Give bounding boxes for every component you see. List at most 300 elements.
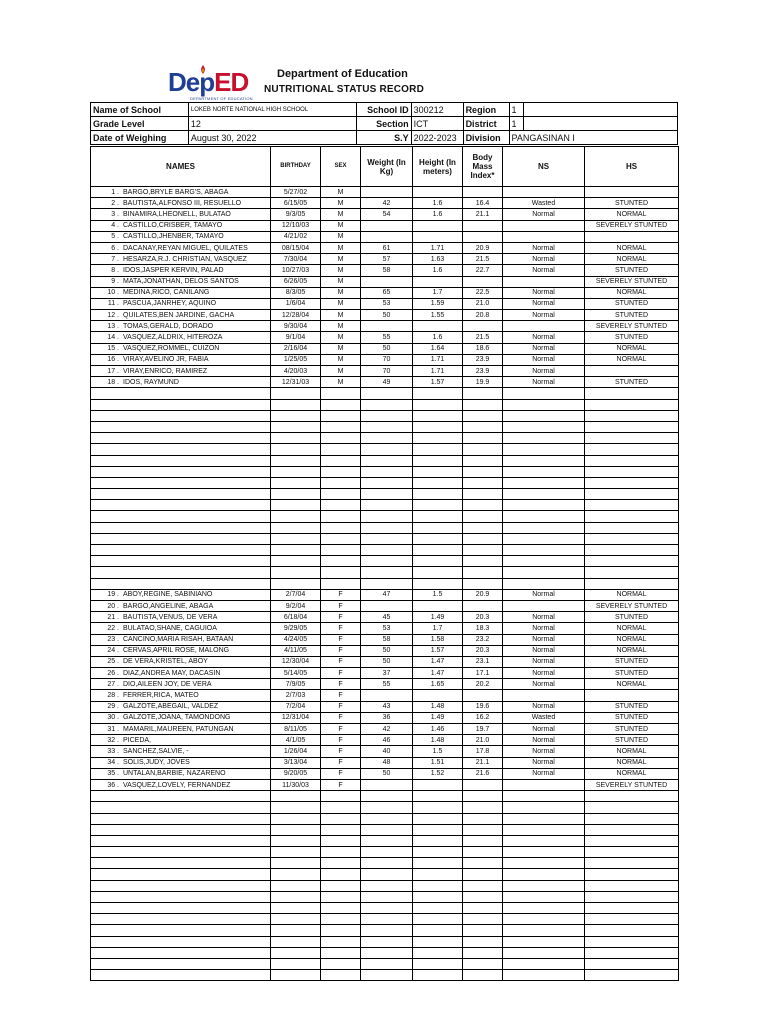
cell-w[interactable] [361, 511, 413, 522]
student-name-cell[interactable] [91, 690, 271, 701]
cell-w[interactable] [361, 690, 413, 701]
cell-hs[interactable] [585, 578, 679, 589]
cell-w[interactable]: 40 [361, 746, 413, 757]
cell-sex[interactable]: F [321, 656, 361, 667]
cell-sex[interactable]: F [321, 735, 361, 746]
cell-w[interactable] [361, 824, 413, 835]
cell-h[interactable] [413, 835, 463, 846]
cell-bmi[interactable] [463, 399, 503, 410]
cell-bday[interactable]: 7/2/04 [271, 701, 321, 712]
cell-bmi[interactable] [463, 433, 503, 444]
cell-hs[interactable] [585, 858, 679, 869]
cell-ns[interactable] [503, 421, 585, 432]
cell-ns[interactable]: Wasted [503, 712, 585, 723]
cell-ns[interactable] [503, 578, 585, 589]
cell-hs[interactable]: NORMAL [585, 757, 679, 768]
cell-bmi[interactable] [463, 925, 503, 936]
cell-ns[interactable]: Normal [503, 612, 585, 623]
cell-ns[interactable] [503, 321, 585, 332]
student-name-cell[interactable] [91, 556, 271, 567]
cell-ns[interactable] [503, 433, 585, 444]
cell-hs[interactable]: SEVERELY STUNTED [585, 321, 679, 332]
cell-w[interactable] [361, 545, 413, 556]
cell-hs[interactable] [585, 545, 679, 556]
cell-sex[interactable]: F [321, 668, 361, 679]
cell-sex[interactable]: F [321, 645, 361, 656]
student-name-cell[interactable] [91, 366, 271, 377]
student-name-cell[interactable] [91, 735, 271, 746]
cell-w[interactable] [361, 578, 413, 589]
cell-bmi[interactable] [463, 869, 503, 880]
cell-ns[interactable] [503, 824, 585, 835]
cell-sex[interactable]: M [321, 321, 361, 332]
cell-sex[interactable]: M [321, 366, 361, 377]
cell-w[interactable] [361, 477, 413, 488]
student-name-cell[interactable] [91, 545, 271, 556]
cell-sex[interactable]: F [321, 690, 361, 701]
student-name-cell[interactable] [91, 444, 271, 455]
cell-h[interactable] [413, 477, 463, 488]
cell-ns[interactable]: Normal [503, 242, 585, 253]
cell-bmi[interactable]: 20.8 [463, 310, 503, 321]
cell-sex[interactable]: M [321, 231, 361, 242]
student-name-cell[interactable] [91, 500, 271, 511]
cell-bmi[interactable] [463, 835, 503, 846]
student-name-cell[interactable] [91, 477, 271, 488]
cell-h[interactable] [413, 466, 463, 477]
cell-h[interactable]: 1.57 [413, 645, 463, 656]
cell-bmi[interactable]: 22.5 [463, 287, 503, 298]
student-name-cell[interactable] [91, 231, 271, 242]
cell-w[interactable] [361, 835, 413, 846]
cell-bday[interactable]: 6/26/05 [271, 276, 321, 287]
cell-bmi[interactable] [463, 947, 503, 958]
cell-h[interactable] [413, 231, 463, 242]
cell-h[interactable]: 1.71 [413, 242, 463, 253]
cell-hs[interactable]: STUNTED [585, 198, 679, 209]
cell-ns[interactable]: Normal [503, 679, 585, 690]
cell-h[interactable] [413, 891, 463, 902]
cell-bday[interactable] [271, 578, 321, 589]
cell-h[interactable] [413, 578, 463, 589]
cell-h[interactable]: 1.48 [413, 735, 463, 746]
cell-bday[interactable]: 2/7/03 [271, 690, 321, 701]
cell-ns[interactable]: Normal [503, 287, 585, 298]
student-name-cell[interactable] [91, 198, 271, 209]
cell-w[interactable] [361, 925, 413, 936]
cell-w[interactable] [361, 567, 413, 578]
cell-bmi[interactable]: 20.9 [463, 242, 503, 253]
cell-ns[interactable]: Normal [503, 757, 585, 768]
cell-bday[interactable] [271, 522, 321, 533]
cell-bday[interactable]: 9/2/04 [271, 600, 321, 611]
cell-hs[interactable]: STUNTED [585, 310, 679, 321]
cell-bday[interactable]: 12/30/04 [271, 656, 321, 667]
cell-h[interactable] [413, 813, 463, 824]
cell-bday[interactable] [271, 410, 321, 421]
student-name-cell[interactable] [91, 712, 271, 723]
cell-hs[interactable] [585, 421, 679, 432]
cell-bday[interactable]: 9/20/05 [271, 768, 321, 779]
cell-ns[interactable] [503, 444, 585, 455]
cell-bmi[interactable] [463, 511, 503, 522]
cell-h[interactable] [413, 433, 463, 444]
cell-sex[interactable] [321, 578, 361, 589]
cell-ns[interactable]: Normal [503, 332, 585, 343]
cell-hs[interactable] [585, 880, 679, 891]
cell-ns[interactable] [503, 936, 585, 947]
cell-hs[interactable] [585, 477, 679, 488]
student-name-cell[interactable] [91, 701, 271, 712]
cell-w[interactable] [361, 858, 413, 869]
cell-ns[interactable]: Normal [503, 377, 585, 388]
cell-ns[interactable] [503, 947, 585, 958]
student-name-cell[interactable] [91, 869, 271, 880]
cell-bday[interactable] [271, 869, 321, 880]
cell-sex[interactable]: F [321, 757, 361, 768]
cell-w[interactable] [361, 466, 413, 477]
cell-ns[interactable] [503, 533, 585, 544]
cell-w[interactable] [361, 947, 413, 958]
cell-h[interactable] [413, 421, 463, 432]
cell-bmi[interactable] [463, 410, 503, 421]
cell-h[interactable] [413, 824, 463, 835]
cell-hs[interactable] [585, 399, 679, 410]
cell-ns[interactable]: Normal [503, 724, 585, 735]
student-name-cell[interactable] [91, 209, 271, 220]
cell-bday[interactable] [271, 791, 321, 802]
cell-h[interactable]: 1.59 [413, 298, 463, 309]
cell-hs[interactable]: STUNTED [585, 332, 679, 343]
cell-hs[interactable] [585, 455, 679, 466]
cell-h[interactable] [413, 802, 463, 813]
cell-bmi[interactable] [463, 545, 503, 556]
student-name-cell[interactable] [91, 511, 271, 522]
cell-hs[interactable]: NORMAL [585, 645, 679, 656]
cell-w[interactable]: 70 [361, 354, 413, 365]
cell-bmi[interactable] [463, 388, 503, 399]
cell-ns[interactable] [503, 556, 585, 567]
cell-w[interactable]: 46 [361, 735, 413, 746]
cell-ns[interactable] [503, 690, 585, 701]
student-name-cell[interactable] [91, 847, 271, 858]
student-name-cell[interactable] [91, 914, 271, 925]
cell-w[interactable] [361, 388, 413, 399]
student-name-cell[interactable] [91, 880, 271, 891]
cell-w[interactable] [361, 276, 413, 287]
cell-hs[interactable]: SEVERELY STUNTED [585, 276, 679, 287]
student-name-cell[interactable] [91, 824, 271, 835]
cell-w[interactable]: 48 [361, 757, 413, 768]
cell-bday[interactable] [271, 802, 321, 813]
cell-ns[interactable] [503, 231, 585, 242]
cell-w[interactable] [361, 791, 413, 802]
student-name-cell[interactable] [91, 791, 271, 802]
cell-bmi[interactable] [463, 914, 503, 925]
cell-sex[interactable] [321, 891, 361, 902]
cell-sex[interactable] [321, 533, 361, 544]
cell-w[interactable]: 42 [361, 724, 413, 735]
cell-bmi[interactable] [463, 276, 503, 287]
cell-bday[interactable] [271, 847, 321, 858]
cell-w[interactable]: 47 [361, 589, 413, 600]
cell-bmi[interactable] [463, 567, 503, 578]
student-name-cell[interactable] [91, 656, 271, 667]
cell-bmi[interactable]: 21.0 [463, 735, 503, 746]
cell-w[interactable] [361, 410, 413, 421]
cell-sex[interactable]: F [321, 746, 361, 757]
cell-h[interactable] [413, 556, 463, 567]
cell-ns[interactable] [503, 410, 585, 421]
cell-h[interactable]: 1.6 [413, 209, 463, 220]
cell-bmi[interactable] [463, 903, 503, 914]
cell-hs[interactable] [585, 802, 679, 813]
cell-h[interactable] [413, 545, 463, 556]
cell-bday[interactable]: 4/20/03 [271, 366, 321, 377]
cell-w[interactable]: 43 [361, 701, 413, 712]
cell-hs[interactable]: NORMAL [585, 589, 679, 600]
cell-hs[interactable] [585, 835, 679, 846]
cell-h[interactable] [413, 455, 463, 466]
cell-bday[interactable]: 4/1/05 [271, 735, 321, 746]
cell-bmi[interactable]: 21.1 [463, 757, 503, 768]
cell-h[interactable] [413, 936, 463, 947]
student-name-cell[interactable] [91, 421, 271, 432]
cell-sex[interactable] [321, 399, 361, 410]
cell-w[interactable]: 58 [361, 634, 413, 645]
cell-h[interactable]: 1.63 [413, 254, 463, 265]
cell-bday[interactable] [271, 824, 321, 835]
cell-w[interactable] [361, 321, 413, 332]
cell-sex[interactable]: F [321, 623, 361, 634]
cell-bmi[interactable]: 20.3 [463, 645, 503, 656]
cell-ns[interactable] [503, 925, 585, 936]
cell-bmi[interactable] [463, 824, 503, 835]
student-name-cell[interactable] [91, 354, 271, 365]
cell-h[interactable]: 1.51 [413, 757, 463, 768]
cell-hs[interactable] [585, 891, 679, 902]
cell-bmi[interactable]: 22.7 [463, 265, 503, 276]
cell-hs[interactable]: NORMAL [585, 768, 679, 779]
cell-w[interactable] [361, 903, 413, 914]
cell-h[interactable]: 1.71 [413, 354, 463, 365]
student-name-cell[interactable] [91, 634, 271, 645]
cell-ns[interactable] [503, 791, 585, 802]
cell-sex[interactable] [321, 489, 361, 500]
student-name-cell[interactable] [91, 489, 271, 500]
cell-bday[interactable] [271, 958, 321, 969]
cell-w[interactable]: 50 [361, 645, 413, 656]
cell-bmi[interactable] [463, 421, 503, 432]
cell-w[interactable]: 61 [361, 242, 413, 253]
cell-sex[interactable]: F [321, 600, 361, 611]
cell-h[interactable] [413, 388, 463, 399]
cell-w[interactable] [361, 779, 413, 790]
cell-sex[interactable] [321, 477, 361, 488]
cell-bmi[interactable] [463, 556, 503, 567]
cell-bmi[interactable] [463, 936, 503, 947]
cell-sex[interactable] [321, 813, 361, 824]
cell-bday[interactable] [271, 444, 321, 455]
cell-h[interactable]: 1.5 [413, 746, 463, 757]
cell-bmi[interactable]: 16.2 [463, 712, 503, 723]
cell-sex[interactable] [321, 847, 361, 858]
cell-w[interactable] [361, 500, 413, 511]
student-name-cell[interactable] [91, 220, 271, 231]
section-value[interactable]: ICT [411, 117, 463, 131]
cell-ns[interactable]: Normal [503, 310, 585, 321]
cell-w[interactable]: 50 [361, 310, 413, 321]
cell-bmi[interactable] [463, 958, 503, 969]
cell-hs[interactable] [585, 813, 679, 824]
cell-sex[interactable]: M [321, 354, 361, 365]
cell-hs[interactable]: STUNTED [585, 701, 679, 712]
cell-h[interactable] [413, 791, 463, 802]
cell-ns[interactable]: Normal [503, 254, 585, 265]
cell-bday[interactable] [271, 399, 321, 410]
cell-h[interactable] [413, 958, 463, 969]
student-name-cell[interactable] [91, 321, 271, 332]
cell-sex[interactable]: M [321, 265, 361, 276]
cell-h[interactable]: 1.57 [413, 377, 463, 388]
cell-h[interactable] [413, 600, 463, 611]
student-name-cell[interactable] [91, 310, 271, 321]
cell-ns[interactable]: Normal [503, 735, 585, 746]
student-name-cell[interactable] [91, 813, 271, 824]
cell-ns[interactable]: Wasted [503, 198, 585, 209]
cell-bday[interactable] [271, 466, 321, 477]
cell-w[interactable]: 54 [361, 209, 413, 220]
cell-ns[interactable]: Normal [503, 668, 585, 679]
cell-w[interactable] [361, 556, 413, 567]
cell-h[interactable] [413, 500, 463, 511]
cell-h[interactable]: 1.48 [413, 701, 463, 712]
cell-sex[interactable] [321, 791, 361, 802]
cell-sex[interactable] [321, 947, 361, 958]
cell-hs[interactable]: STUNTED [585, 656, 679, 667]
cell-sex[interactable]: M [321, 310, 361, 321]
cell-bday[interactable]: 2/7/04 [271, 589, 321, 600]
cell-bday[interactable]: 10/27/03 [271, 265, 321, 276]
cell-bmi[interactable]: 23.9 [463, 366, 503, 377]
cell-hs[interactable] [585, 231, 679, 242]
cell-hs[interactable]: NORMAL [585, 287, 679, 298]
cell-w[interactable] [361, 891, 413, 902]
cell-w[interactable]: 50 [361, 656, 413, 667]
cell-hs[interactable]: STUNTED [585, 612, 679, 623]
cell-h[interactable] [413, 511, 463, 522]
student-name-cell[interactable] [91, 802, 271, 813]
cell-hs[interactable]: SEVERELY STUNTED [585, 600, 679, 611]
cell-sex[interactable]: M [321, 332, 361, 343]
cell-sex[interactable] [321, 802, 361, 813]
cell-bmi[interactable] [463, 891, 503, 902]
student-name-cell[interactable] [91, 679, 271, 690]
cell-bday[interactable]: 11/30/03 [271, 779, 321, 790]
cell-sex[interactable] [321, 556, 361, 567]
cell-sex[interactable] [321, 824, 361, 835]
cell-bday[interactable] [271, 545, 321, 556]
cell-bmi[interactable] [463, 466, 503, 477]
district-value[interactable]: 1 [509, 117, 523, 131]
cell-hs[interactable]: NORMAL [585, 254, 679, 265]
cell-sex[interactable] [321, 444, 361, 455]
cell-bday[interactable] [271, 455, 321, 466]
student-name-cell[interactable] [91, 455, 271, 466]
cell-sex[interactable] [321, 500, 361, 511]
cell-h[interactable]: 1.71 [413, 366, 463, 377]
cell-bday[interactable]: 1/25/05 [271, 354, 321, 365]
cell-hs[interactable]: SEVERELY STUNTED [585, 779, 679, 790]
student-name-cell[interactable] [91, 724, 271, 735]
sy-value[interactable]: 2022-2023 [411, 131, 463, 145]
cell-h[interactable] [413, 276, 463, 287]
cell-h[interactable] [413, 970, 463, 981]
cell-ns[interactable] [503, 802, 585, 813]
cell-sex[interactable]: F [321, 724, 361, 735]
cell-ns[interactable] [503, 914, 585, 925]
cell-ns[interactable]: Normal [503, 589, 585, 600]
cell-h[interactable] [413, 690, 463, 701]
cell-bmi[interactable] [463, 489, 503, 500]
cell-sex[interactable]: M [321, 209, 361, 220]
date-value[interactable]: August 30, 2022 [188, 131, 356, 145]
cell-h[interactable]: 1.6 [413, 198, 463, 209]
cell-w[interactable] [361, 802, 413, 813]
cell-bday[interactable] [271, 533, 321, 544]
cell-bmi[interactable] [463, 578, 503, 589]
cell-bmi[interactable]: 19.9 [463, 377, 503, 388]
cell-ns[interactable]: Normal [503, 645, 585, 656]
cell-hs[interactable]: STUNTED [585, 735, 679, 746]
division-value[interactable]: PANGASINAN I [509, 131, 677, 145]
cell-bmi[interactable]: 21.0 [463, 298, 503, 309]
cell-w[interactable] [361, 399, 413, 410]
cell-bday[interactable] [271, 925, 321, 936]
cell-sex[interactable]: F [321, 712, 361, 723]
cell-bmi[interactable]: 16.4 [463, 198, 503, 209]
cell-hs[interactable] [585, 433, 679, 444]
cell-bmi[interactable]: 20.2 [463, 679, 503, 690]
student-name-cell[interactable] [91, 343, 271, 354]
cell-h[interactable]: 1.55 [413, 310, 463, 321]
cell-w[interactable] [361, 880, 413, 891]
cell-h[interactable] [413, 869, 463, 880]
cell-w[interactable] [361, 847, 413, 858]
cell-h[interactable] [413, 533, 463, 544]
student-name-cell[interactable] [91, 958, 271, 969]
cell-h[interactable] [413, 321, 463, 332]
cell-h[interactable] [413, 779, 463, 790]
cell-h[interactable]: 1.65 [413, 679, 463, 690]
cell-ns[interactable] [503, 779, 585, 790]
cell-bmi[interactable]: 18.6 [463, 343, 503, 354]
cell-w[interactable]: 65 [361, 287, 413, 298]
cell-w[interactable]: 70 [361, 366, 413, 377]
cell-hs[interactable]: NORMAL [585, 209, 679, 220]
cell-hs[interactable]: NORMAL [585, 679, 679, 690]
cell-hs[interactable] [585, 903, 679, 914]
cell-h[interactable]: 1.6 [413, 332, 463, 343]
cell-sex[interactable]: M [321, 343, 361, 354]
cell-w[interactable] [361, 220, 413, 231]
cell-h[interactable] [413, 880, 463, 891]
student-name-cell[interactable] [91, 858, 271, 869]
cell-sex[interactable]: M [321, 287, 361, 298]
cell-sex[interactable] [321, 936, 361, 947]
cell-hs[interactable]: NORMAL [585, 242, 679, 253]
cell-bday[interactable]: 4/21/02 [271, 231, 321, 242]
